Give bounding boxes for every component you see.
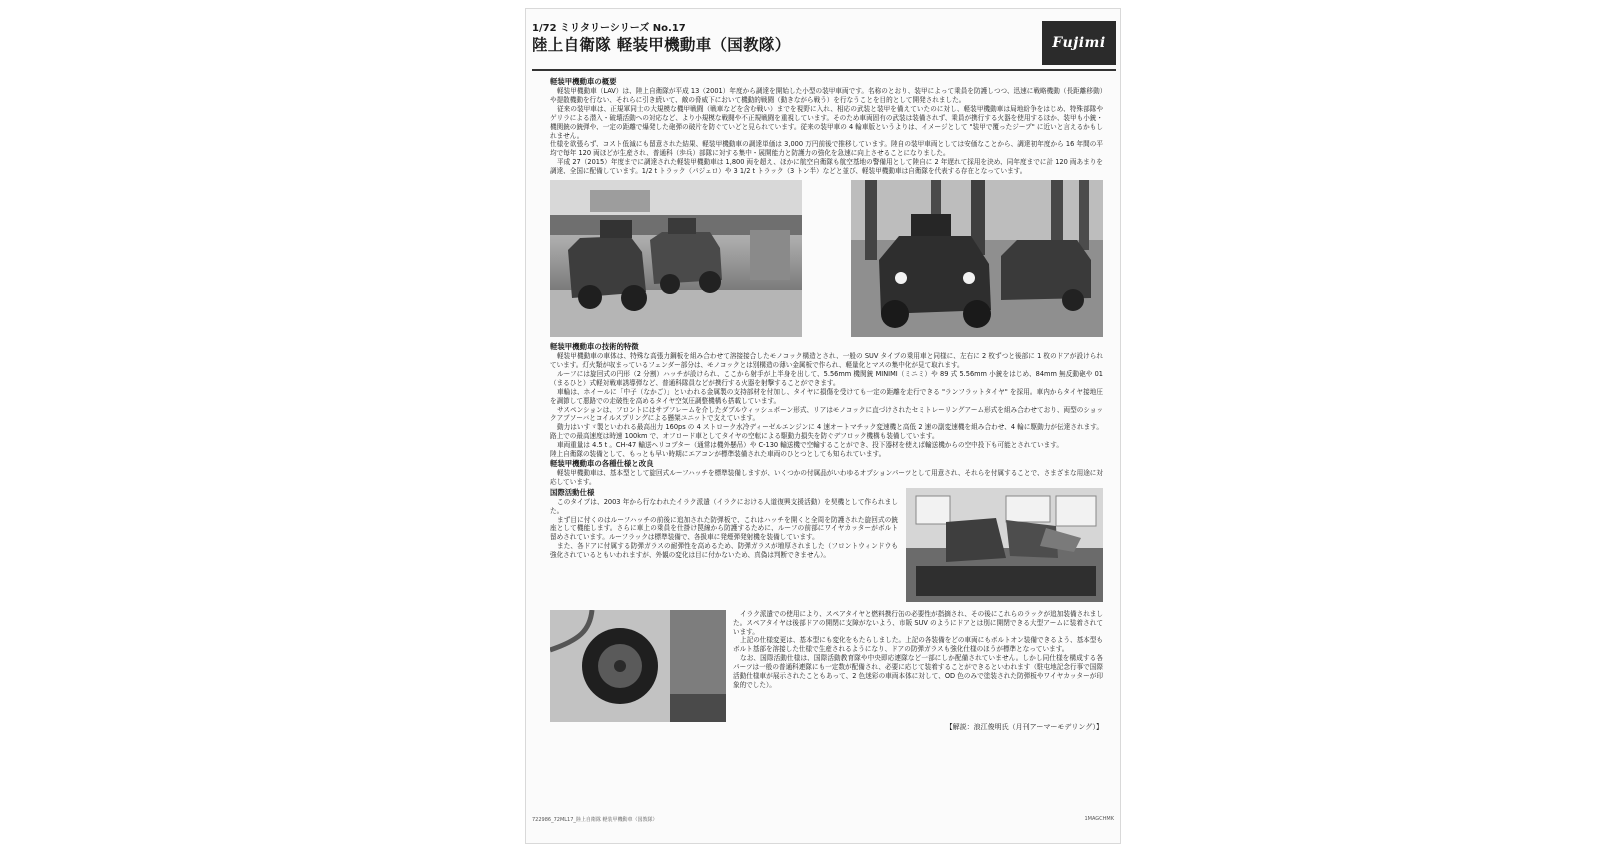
tech-paragraph: 動力はいすゞ製といわれる最高出力 160ps の 4 ストローク水冷ディーゼルエンジンに 4 速オートマチック変速機と高低 2 速の副変速機を組み合わせ、4 輪に駆動力が伝達されます。路上での最高速度は時速 100km で、オフロード車としてタイヤの空転による駆動力損失を防ぐデフロック機構も装備しています。 xyxy=(550,423,1103,441)
overview-heading: 軽装甲機動車の概要 xyxy=(550,77,617,86)
parade-photo-right xyxy=(851,180,1103,337)
overview-paragraph: 従来の装甲車は、正規軍同士の大規模な機甲戦闘（戦車などを含む戦い）までを視野に入れ、相応の武装と装甲を備えていたのに対し、軽装甲機動車は局地紛争をはじめ、特殊部隊やゲリラによる潜入・破壊活動への対応など、より小規模な戦闘や不正規戦闘を重視しています。そのため車両固有の武装は装備されず、乗員が携行する火器を使用するほか、装甲も小銃・機関銃の銃弾や、一定の距離で爆発した砲弾の破片を防ぐていどと見られています。従来の装甲車の 4 輪車版というよりは、イメージとして "装甲で覆ったジープ" に近いと言えるかもしれません。 xyxy=(550,104,1103,140)
intl-heading: 国際活動仕様 xyxy=(550,487,595,497)
intl-paragraph: また、各ドアに付属する防弾ガラスの耐弾性を高めるため、防弾ガラスが増厚されました（フロントウィンドウも強化されているともいわれますが、外観の変化は目に付かないため、真偽は判断できません）。 xyxy=(550,542,898,560)
rear-text xyxy=(733,610,1103,722)
variants-heading: 軽装甲機動車の各種仕様と改良 xyxy=(550,458,654,468)
tech-paragraph: 車両重量は 4.5 t 。CH-47 輸送ヘリコプター（通常は機外懸吊）や C-130 輸送機で空輸することができ、投下器材を使えば輸送機からの空中投下も可能とされています。 xyxy=(557,441,1063,450)
rear-section xyxy=(550,610,1103,722)
overview-paragraph: 平成 27（2015）年度までに調達された軽装甲機動車は 1,800 両を超え、ほかに航空自衛隊も航空基地の警備用として陸自に 2 年遅れて採用を決め、同年度までに計 120 両あまりを調達、全国に配備しています。1/2 t トラック（パジェロ）や 3 1/2 t トラック（3 トン半）などと並び、軽装甲機動車は自衛隊を代表する存在となっています。 xyxy=(550,158,1103,176)
overview-paragraph: 軽装甲機動車（LAV）は、陸上自衛隊が平成 13（2001）年度から調達を開始した小型の装甲車両です。名称のとおり、装甲によって乗員を防護しつつ、迅速に戦略機動（長距離移動）や提散機動を行ない、それらに引き続いて、敵の脅威下において機動的戦闘（動きながら戦う）を行なうことを目的として開発されました。 xyxy=(550,87,1103,104)
photo-row xyxy=(550,180,1103,337)
tech-paragraph: 陸上自衛隊の装備として、もっとも早い時期にエアコンが標準装備された車両のひとつとしても知られています。 xyxy=(550,450,886,459)
roof-shield-photo xyxy=(906,488,1103,602)
tech-paragraph: サスペンションは、フロントにはサブフレームを介したダブルウィッシュボーン形式、リアはモノコックに直づけされたセミトレーリングアーム形式を組み合わせており、両型のショックアブソーバとコイルスプリングによる懸架ユニットで支えています。 xyxy=(550,405,1103,423)
overview-paragraph: 仕様を欲張らず、コスト低減にも留意された結果、軽装甲機動車の調達単価は 3,000 万円前後で推移しています。陸自の装甲車両としては安価なことから、調達初年度から 16 年間の平均で毎年 120 両ほどが生産され、普通科（歩兵）部隊に対する集中・展開能力と防護力の強化を急速に向上させることになりました。 xyxy=(550,140,1103,158)
tech-paragraph: ルーフには旋回式の円形（2 分割）ハッチが設けられ、ここから射手が上半身を出して、5.56mm 機関銃 MINIMI（ミニミ）や 89 式 5.56mm 小銃をはじめ、84mm 無反動砲や 01（まるひと）式軽対戦車誘導弾など、普通科隊員などが携行する火器を射撃することができます。 xyxy=(550,369,1103,387)
tech-paragraph: 車輪は、ホイールに「中子（なかご）」といわれる金属製の支持部材を付加し、タイヤに損傷を受けても一定の距離を走行できる "ランフラットタイヤ" を採用。車内からタイヤ接地圧を調節して悪路での走破性を高めるタイヤ空気圧調整機構も搭載しています。 xyxy=(550,387,1103,405)
footer-id: 1MAGCHMK xyxy=(1084,816,1114,822)
tech-heading: 軽装甲機動車の技術的特徴 xyxy=(550,342,639,352)
intl-paragraph: まず目に付くのはルーフハッチの前後に追加された防弾板で、これはハッチを開くと全周を防護された旋回式の銃座として機能します。さらに車上の乗員を仕掛け罠線から防護するために、ルーフの前部にワイヤカッターがボルト留めされています。ルーフラックは標準装備で、各扱車に発煙弾発射機を装備しています。 xyxy=(550,515,898,542)
header xyxy=(532,19,1116,67)
variants-paragraph: 軽装甲機動車は、基本型として旋回式ルーフハッチを標準装備しますが、いくつかの付属品がいわゆるオプションパーツとして用意され、それらを付属することで、さまざまな用途に対応しています。 xyxy=(550,468,1103,486)
instruction-sheet xyxy=(525,8,1121,844)
parade-photo-left xyxy=(550,180,802,337)
brand-logo: Fujimi xyxy=(1042,21,1116,65)
footer-code: 722986_72ML17_陸上自衛隊 軽装甲機動車（国教隊） xyxy=(532,817,658,823)
intl-paragraph: イラク派遣での使用により、スペアタイヤと燃料携行缶の必要性が指摘され、その後にこれらのラックが追加装備されました。スペアタイヤは後部ドアの開閉に支障がないよう、市販 SUV のようにドアとは別に開閉できる大型アームに装着されています。 xyxy=(733,609,1103,636)
article-body xyxy=(550,77,1103,732)
intl-section xyxy=(550,488,1103,602)
intl-text xyxy=(550,488,898,602)
series-label: 1/72 ミリタリーシリーズ No.17 xyxy=(532,23,686,34)
spare-tire-photo xyxy=(550,610,726,722)
intl-paragraph: なお、国際活動仕様は、国際活動教育隊や中央即応連隊など一部にしか配備されていません。しかし同仕様を構成する各パーツは一般の普通科連隊にも一定数が配備され、必要に応じて装着することができるといわれます（駐屯地記念行事で国際活動仕様車が展示されたこともあって、2 色迷彩の車両本体に対して、OD 色のみで塗装された防弾板やワイヤカッターが印象的でした）。 xyxy=(733,654,1103,689)
intl-paragraph: 上記の仕様変更は、基本型にも変化をもたらしました。上記の各装備をどの車両にもボルトオン装備できるよう、基本型もボルト基部を溶接した仕様で生産されるようになり、ドアの防弾ガラスも強化仕様のほうが標準となっています。 xyxy=(733,636,1103,654)
tech-paragraph: 軽装甲機動車の車体は、特殊な高張力鋼板を組み合わせて溶接接合したモノコック構造とされ、一般の SUV タイプの乗用車と同様に、左右に 2 枚ずつと後部に 1 枚のドアが設けられています。灯火類が収まっているフェンダー部分は、モノコックとは別構造の薄い金属板で作られ、軽量化とマスの集中化が見て取れます。 xyxy=(550,352,1103,369)
header-divider xyxy=(532,69,1116,71)
author-credit: 【解説：浪江俊明氏（月刊アーマーモデリング）】 xyxy=(945,722,1103,731)
page-footer xyxy=(526,816,1120,823)
intl-paragraph: このタイプは、2003 年から行なわれたイラク派遣（イラクにおける人道復興支援活動）を契機として作られました。 xyxy=(550,497,898,515)
page-title: 陸上自衛隊 軽装甲機動車（国教隊） xyxy=(532,36,791,54)
